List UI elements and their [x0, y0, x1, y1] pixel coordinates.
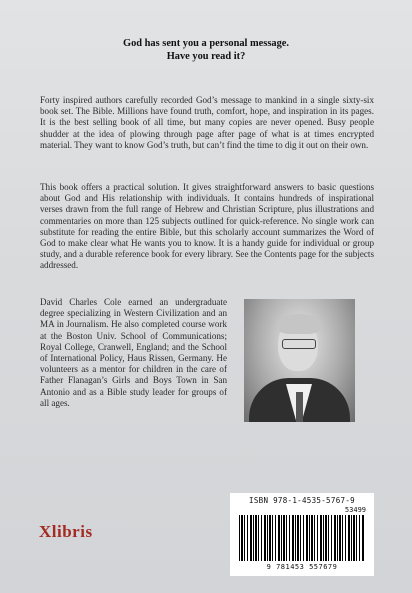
- isbn-text: ISBN 978-1-4535-5767-9: [249, 496, 355, 505]
- author-photo-glasses: [282, 339, 316, 349]
- headline-line-2: Have you read it?: [166, 51, 246, 62]
- author-photo-tie: [296, 392, 303, 422]
- isbn-barcode: [230, 493, 374, 576]
- headline-line-1: God has sent you a personal message.: [123, 38, 289, 49]
- description-paragraph: This book offers a practical solution. It gives straightforward answers to basic questions about God and His relationship with individuals. It contains hundreds of inspirational verses drawn from the full range of Hebrew and Christian Scripture, plus illustrations and commentaries on more than 125 subjects outlined for quick-reference. No single work can substitute for reading the entire Bible, but this scholarly account summarizes the Word of God to make clear what He wants you to know. It is a handy guide for individual or group study, and a durable reference book for every library. See the Contents page for the subjects addressed.: [40, 182, 374, 271]
- author-photo-hair: [277, 314, 321, 334]
- publisher-logo: Xlibris: [39, 522, 93, 541]
- barcode-number: 9 781453 557679: [266, 563, 338, 571]
- author-bio-paragraph: David Charles Cole earned an undergraduate degree specializing in Western Civilization and an MA in Journalism. He also completed course work at the Boston Univ. School of Communications; Royal College, Cranwell, England; and the School of International Policy, Haus Rissen, Germany. He volunteers as a mentor for children in the care of Father Flanagan’s Girls and Boys Town in San Antonio and as a Bible study leader for groups of all ages.: [40, 297, 227, 408]
- intro-paragraph: Forty inspired authors carefully recorded God’s message to mankind in a single sixty-six book set. The Bible. Millions have found truth, comfort, hope, and inspiration in its pages. It is the best selling book of all time, but many copies are never opened. Busy people shudder at the idea of plowing through page after page of what is at times encrypted material. They want to know God’s truth, but can’t find the time to dig it out on their own.: [40, 95, 374, 150]
- author-photo: [244, 299, 355, 422]
- barcode-addon-number: 53499: [344, 506, 366, 514]
- headline: [0, 37, 412, 63]
- barcode-bars: [239, 515, 365, 561]
